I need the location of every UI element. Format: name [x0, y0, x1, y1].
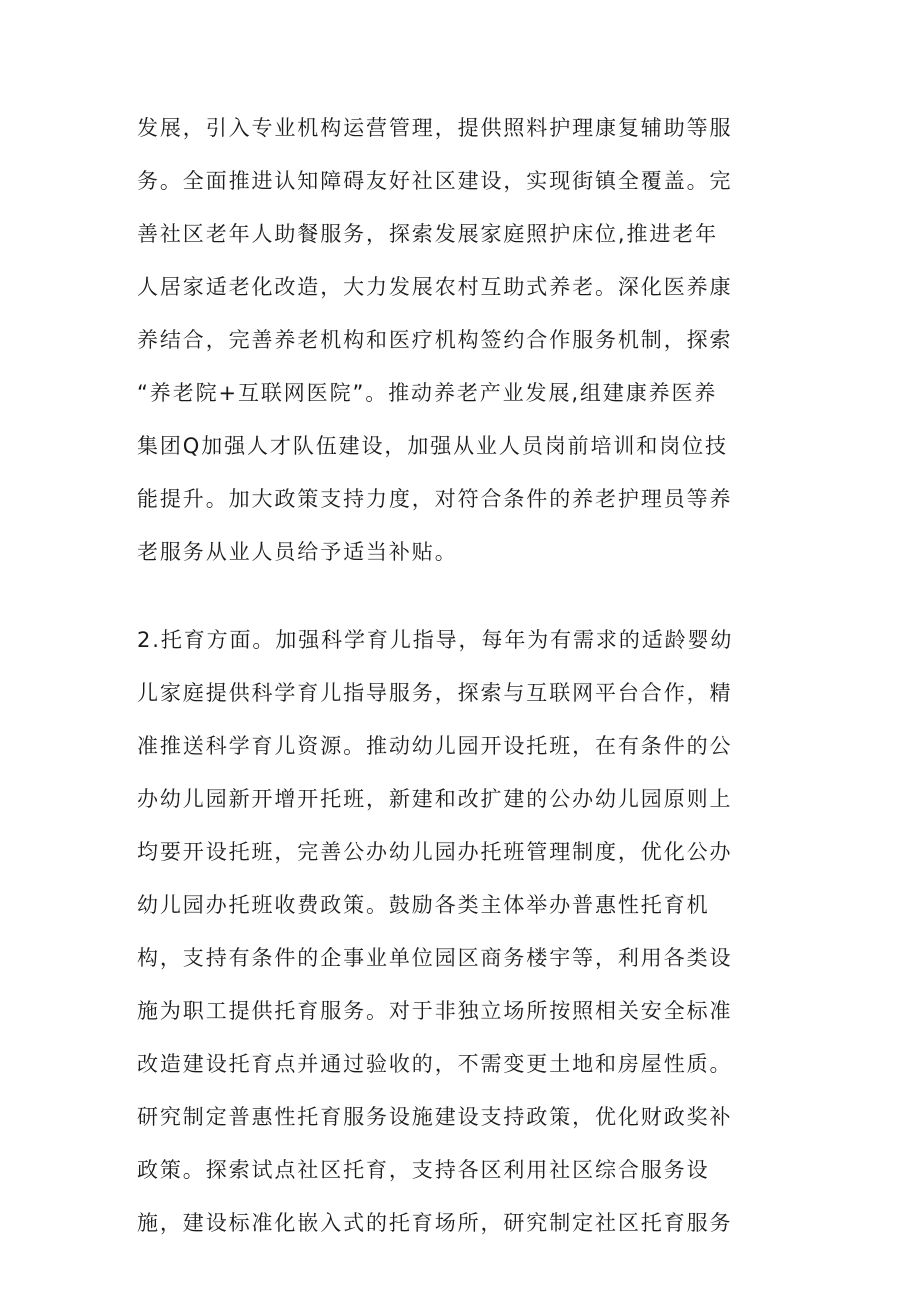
text-line: 发展，引入专业机构运营管理，提供照料护理康复辅助等服 — [137, 116, 733, 140]
text-line: 集团Q加强人才队伍建设，加强从业人员岗前培训和岗位技 — [137, 434, 728, 458]
text-line: 施，建设标准化嵌入式的托育场所，研究制定社区托育服务 — [137, 1211, 733, 1235]
text-line: 施为职工提供托育服务。对于非独立场所按照相关安全标准 — [137, 999, 733, 1023]
text-line: 能提升。加大政策支持力度，对符合条件的养老护理员等养 — [137, 487, 733, 511]
text-line: 2.托育方面。加强科学育儿指导，每年为有需求的适龄婴幼 — [137, 628, 734, 652]
text-line: 准推送科学育儿资源。推动幼儿园开设托班，在有条件的公 — [137, 734, 733, 758]
text-line: 政策。探索试点社区托育，支持各区利用社区综合服务设 — [137, 1158, 710, 1182]
text-line: 构，支持有条件的企事业单位园区商务楼宇等，利用各类设 — [137, 946, 733, 970]
text-line: 幼儿园办托班收费政策。鼓励各类主体举办普惠性托育机 — [137, 893, 710, 917]
text-line: 务。全面推进认知障碍友好社区建设，实现街镇全覆盖。完 — [137, 169, 733, 193]
text-line: 人居家适老化改造，大力发展农村互助式养老。深化医养康 — [137, 275, 733, 299]
text-line: 儿家庭提供科学育儿指导服务，探索与互联网平台合作，精 — [137, 681, 733, 705]
text-line: 研究制定普惠性托育服务设施建设支持政策，优化财政奖补 — [137, 1105, 733, 1129]
text-line: 办幼儿园新开增开托班，新建和改扩建的公办幼儿园原则上 — [137, 787, 733, 811]
text-line: 养结合，完善养老机构和医疗机构签约合作服务机制，探索 — [137, 328, 733, 352]
text-line: 老服务从业人员给予适当补贴。 — [137, 540, 458, 564]
text-line: 善社区老年人助餐服务，探索发展家庭照护床位,推进老年 — [137, 222, 719, 246]
text-line: 均要开设托班，完善公办幼儿园办托班管理制度，优化公办 — [137, 840, 733, 864]
text-line: “养老院+互联网医院”。推动养老产业发展,组建康养医养 — [137, 381, 718, 405]
text-line: 改造建设托育点并通过验收的，不需变更土地和房屋性质。 — [137, 1052, 733, 1076]
